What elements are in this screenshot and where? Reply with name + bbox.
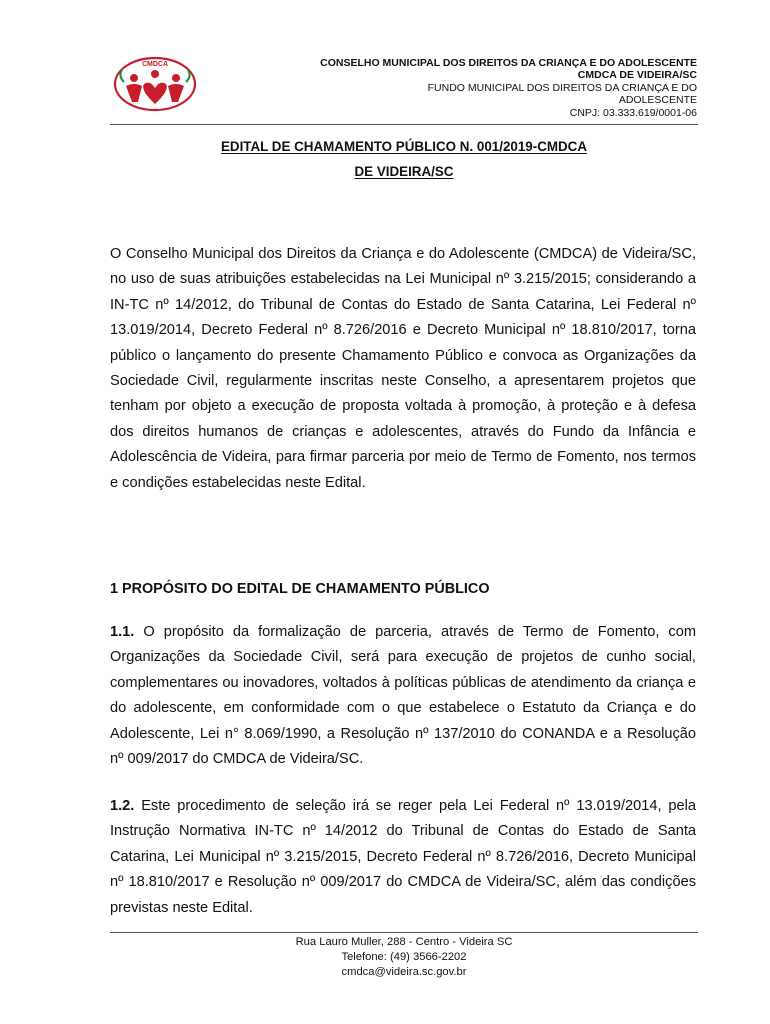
item-2-text: Este procedimento de seleção irá se reger pela Lei Federal nº 13.019/2014, pela Instrução Normativa IN-TC nº 14/2012 do Tribunal de Contas do Estado de Santa Catarina, Lei Municipal nº 3.215/2015, Decreto Federal nº 8.726/2016, Decreto Municipal nº 18.810/2017 e Resolução nº 009/2017 do CMDCA de Videira/SC, além das condições previstas neste Edital. [110,798,696,916]
edital-title-cont: DE VIDEIRA/SC [354,164,454,179]
header-council-acronym: CMDCA DE VIDEIRA/SC [577,69,697,82]
header-divider [110,124,698,125]
intro-paragraph: O Conselho Municipal dos Direitos da Criança e do Adolescente (CMDCA) de Videira/SC, no uso de suas atribuições estabelecidas na Lei Municipal nº 3.215/2015; considerando a IN-TC nº 14/2012, do Tribunal de Contas do Estado de Santa Catarina, Lei Federal nº 13.019/2014, Decreto Federal nº 8.726/2016 e Decreto Municipal nº 18.810/2017, torna público o lançamento do presente Chamamento Público e convoca as Organizações da Sociedade Civil, regularmente inscritas neste Conselho, a apresentarem projetos que tenham por objeto a execução de proposta voltada à promoção, à proteção e à defesa dos direitos humanos de crianças e adolescentes, através do Fundo da Infância e Adolescência de Videira, para firmar parceria por meio de Termo de Fomento, nos termos e condições estabelecidas neste Edital. [110,246,696,491]
cmdca-logo [112,52,200,114]
footer-phone: Telefone: (49) 3566-2202 [341,951,467,963]
footer-email: cmdca@videira.sc.gov.br [341,966,467,978]
section-1-item-2 [110,794,696,921]
section-1-item-1 [110,620,696,772]
logo-text: CMDCA [141,61,169,68]
section-1-title: 1 PROPÓSITO DO EDITAL DE CHAMAMENTO PÚBLICO [110,581,490,597]
header-cnpj: CNPJ: 03.333.619/0001-06 [569,106,697,119]
item-2-number: 1.2. [110,798,135,814]
footer-address: Rua Lauro Muller, 288 - Centro - Videira SC [295,936,513,948]
item-1-number: 1.1. [110,624,135,640]
footer-divider [110,932,698,933]
header-fund-name-cont: ADOLESCENTE [618,94,697,107]
header-council-name: CONSELHO MUNICIPAL DOS DIREITOS DA CRIANÇA E DO ADOLESCENTE [320,57,697,69]
item-1-text: O propósito da formalização de parceria, através de Termo de Fomento, com Organizações da Sociedade Civil, será para execução de projetos de cunho social, complementares ou inovadores, voltados à políticas públicas de atendimento da criança e do adolescente, em conformidade com o que estabelece o Estatuto da Criança e do Adolescente, Lei n° 8.069/1990, a Resolução nº 137/2010 do CONANDA e a Resolução nº 009/2017 do CMDCA de Videira/SC. [110,624,696,768]
edital-title: EDITAL DE CHAMAMENTO PÚBLICO N. 001/2019-CMDCA [220,139,588,154]
header-fund-name: FUNDO MUNICIPAL DOS DIREITOS DA CRIANÇA E DO [427,81,697,94]
document-header [237,57,697,119]
document-footer [110,935,698,980]
